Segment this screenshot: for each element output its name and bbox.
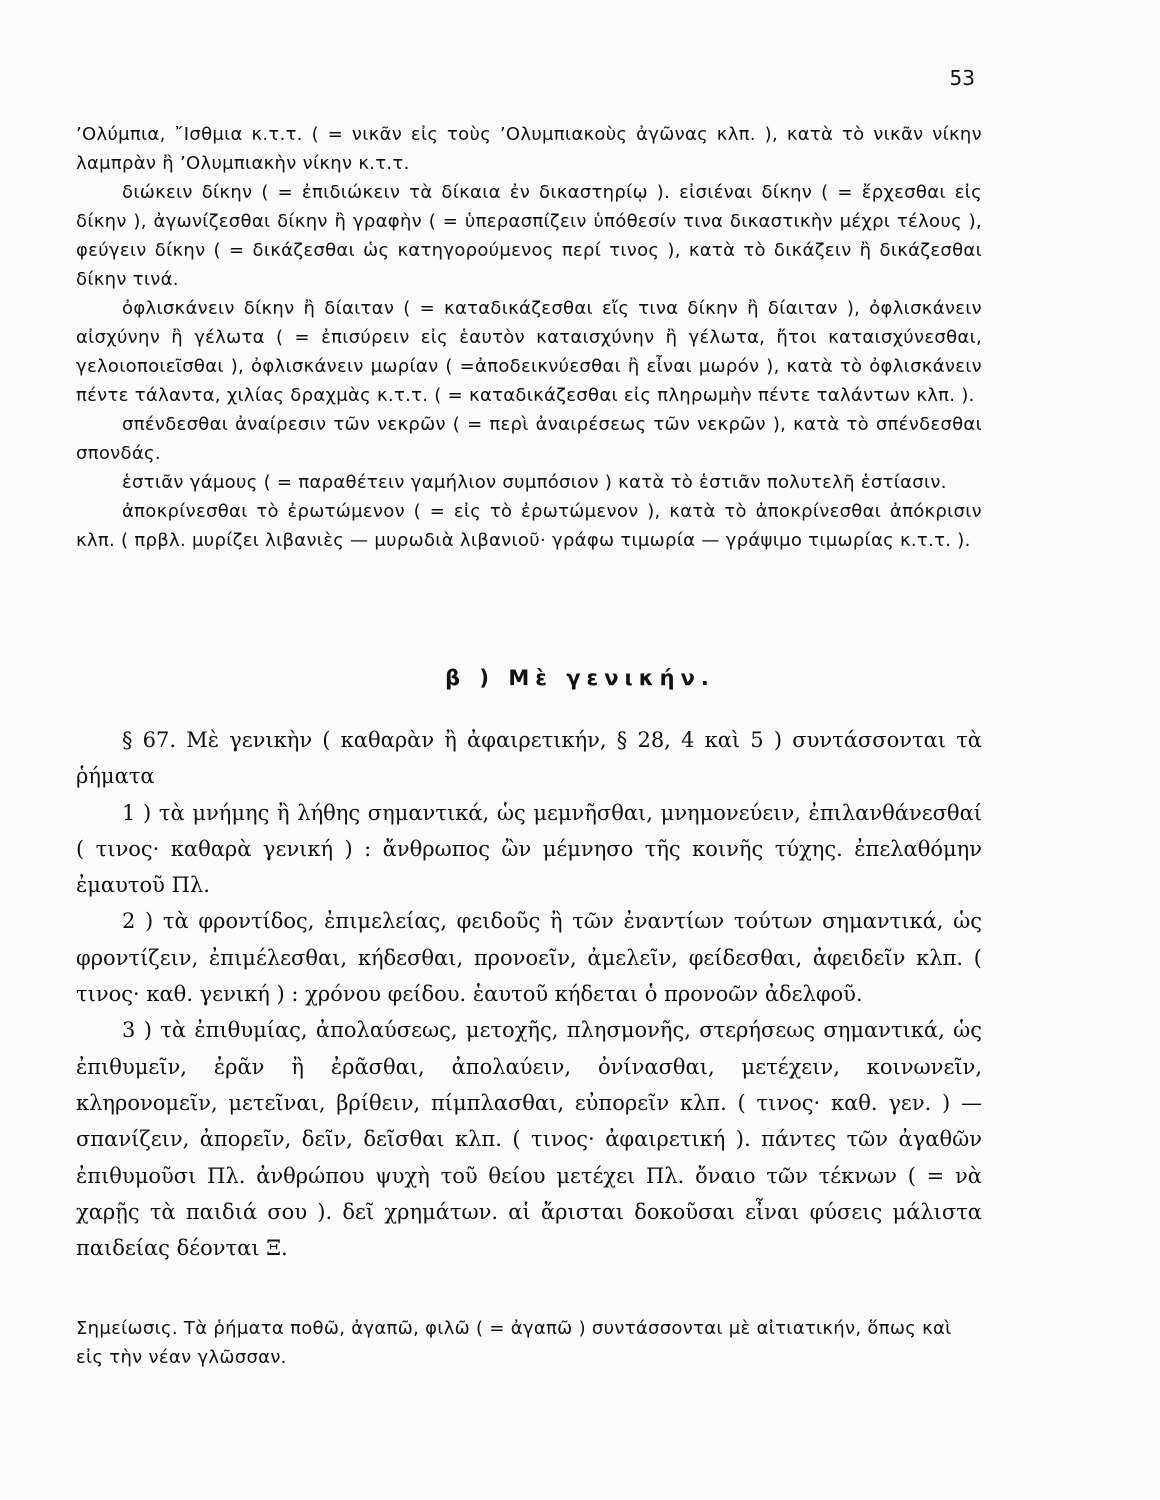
paragraph-dikin: διώκειν δίκην ( = ἐπιδιώκειν τὰ δίκαια ἐν δικαστηρίῳ ). εἰσιέναι δίκην ( = ἔρχεσθαι εἰς δίκην ), ἀγωνίζεσθαι δίκην ἢ γραφὴν ( = ὑπερασπίζειν ὑπόθεσίν τινα δικαστικὴν μέχρι τέλους ), φεύγειν δίκην ( = δικάζεσθαι ὡς κατηγορούμενος περί τινος ), κατὰ τὸ δικάζειν ἢ δικάζεσθαι δίκην τινά. bbox=[76, 182, 982, 290]
usage-examples bbox=[76, 120, 982, 555]
paragraph-spendesthai: σπένδεσθαι ἀναίρεσιν τῶν νεκρῶν ( = περὶ ἀναιρέσεως τῶν νεκρῶν ), κατὰ τὸ σπένδεσθαι σπονδάς. bbox=[76, 414, 982, 464]
paragraph-section-67-intro: § 67. Μὲ γενικὴν ( καθαρὰν ἢ ἀφαιρετικήν, § 28, 4 καὶ 5 ) συντάσσονται τὰ ῥήματα bbox=[76, 728, 982, 789]
section-67 bbox=[76, 722, 982, 1266]
paragraph-apokrinesthai: ἀποκρίνεσθαι τὸ ἐρωτώμενον ( = εἰς τὸ ἐρωτώμενον ), κατὰ τὸ ἀποκρίνεσθαι ἀπόκρισιν κλπ. ( πρβλ. μυρίζει λιβανιὲς — μυρωδιὰ λιβανιοῦ· γράφω τιμωρία — γράψιμο τιμωρίας κ.τ.τ. ). bbox=[76, 501, 982, 551]
paragraph-olympia: ’Ολύμπια, ῎Ισθμια κ.τ.τ. ( = νικᾶν εἰς τοὺς ’Ολυμπιακοὺς ἀγῶνας κλπ. ), κατὰ τὸ νικᾶν νίκην λαμπρὰν ἢ ’Ολυμπιακὴν νίκην κ.τ.τ. bbox=[76, 124, 982, 174]
paragraph-epithymias: 3 ) τὰ ἐπιθυμίας, ἀπολαύσεως, μετοχῆς, πλησμονῆς, στερήσεως σημαντικά, ὡς ἐπιθυμεῖν, ἐρᾶν ἢ ἐρᾶσθαι, ἀπολαύειν, ὀνίνασθαι, μετέχειν, κοινωνεῖν, κληρονομεῖν, μετεῖναι, βρίθειν, πίμπλασθαι, εὐπορεῖν κλπ. ( τινος· καθ. γεν. ) — σπανίζειν, ἀπορεῖν, δεῖν, δεῖσθαι κλπ. ( τινος· ἀφαιρετική ). πάντες τῶν ἀγαθῶν ἐπιθυμοῦσι Πλ. ἀνθρώπου ψυχὴ τοῦ θείου μετέχει Πλ. ὄναιο τῶν τέκνων ( = νὰ χαρῇς τὰ παιδιά σου ). δεῖ χρημάτων. αἱ ἄρισται δοκοῦσαι εἶναι φύσεις μάλιστα παιδείας δέονται Ξ. bbox=[76, 1018, 982, 1261]
paragraph-frontidos: 2 ) τὰ φροντίδος, ἐπιμελείας, φειδοῦς ἢ τῶν ἐναντίων τούτων σημαντικά, ὡς φροντίζειν, ἐπιμέλεσθαι, κήδεσθαι, προνοεῖν, ἀμελεῖν, φείδεσθαι, ἀφειδεῖν κλπ. ( τινος· καθ. γενική ) : χρόνου φείδου. ἑαυτοῦ κήδεται ὁ προνοῶν ἀδελφοῦ. bbox=[76, 909, 982, 1007]
note-paragraph: Σημείωσις. Τὰ ῥήματα ποθῶ, ἀγαπῶ, φιλῶ ( = ἀγαπῶ ) συντάσσονται μὲ αἰτιατικήν, ὅπως καὶ εἰς τὴν νέαν γλῶσσαν. bbox=[76, 1318, 952, 1368]
paragraph-mnimis: 1 ) τὰ μνήμης ἢ λήθης σημαντικά, ὡς μεμνῆσθαι, μνημονεύειν, ἐπιλανθάνεσθαί ( τινος· καθαρὰ γενική ) : ἄνθρωπος ὢν μέμνησο τῆς κοινῆς τύχης. ἐπελαθόμην ἐμαυτοῦ Πλ. bbox=[76, 800, 982, 898]
page-number: 53 bbox=[949, 66, 975, 90]
paragraph-oflisk: ὀφλισκάνειν δίκην ἢ δίαιταν ( = καταδικάζεσθαι εἴς τινα δίκην ἢ δίαιταν ), ὀφλισκάνειν αἰσχύνην ἢ γέλωτα ( = ἐπισύρειν εἰς ἑαυτὸν καταισχύνην ἢ γέλωτα, ἤτοι καταισχύνεσθαι, γελοιοποιεῖσθαι ), ὀφλισκάνειν μωρίαν ( =ἀποδεικνύεσθαι ἢ εἶναι μωρόν ), κατὰ τὸ ὀφλισκάνειν πέντε τάλαντα, χιλίας δραχμὰς κ.τ.τ. ( = καταδικάζεσθαι εἰς πληρωμὴν πέντε ταλάντων κλπ. ). bbox=[76, 298, 982, 406]
paragraph-estian: ἑστιᾶν γάμους ( = παραθέτειν γαμήλιον συμπόσιον ) κατὰ τὸ ἑστιᾶν πολυτελῆ ἑστίασιν. bbox=[122, 472, 947, 493]
section-heading: β ) Μὲ γενικήν. bbox=[445, 666, 715, 690]
